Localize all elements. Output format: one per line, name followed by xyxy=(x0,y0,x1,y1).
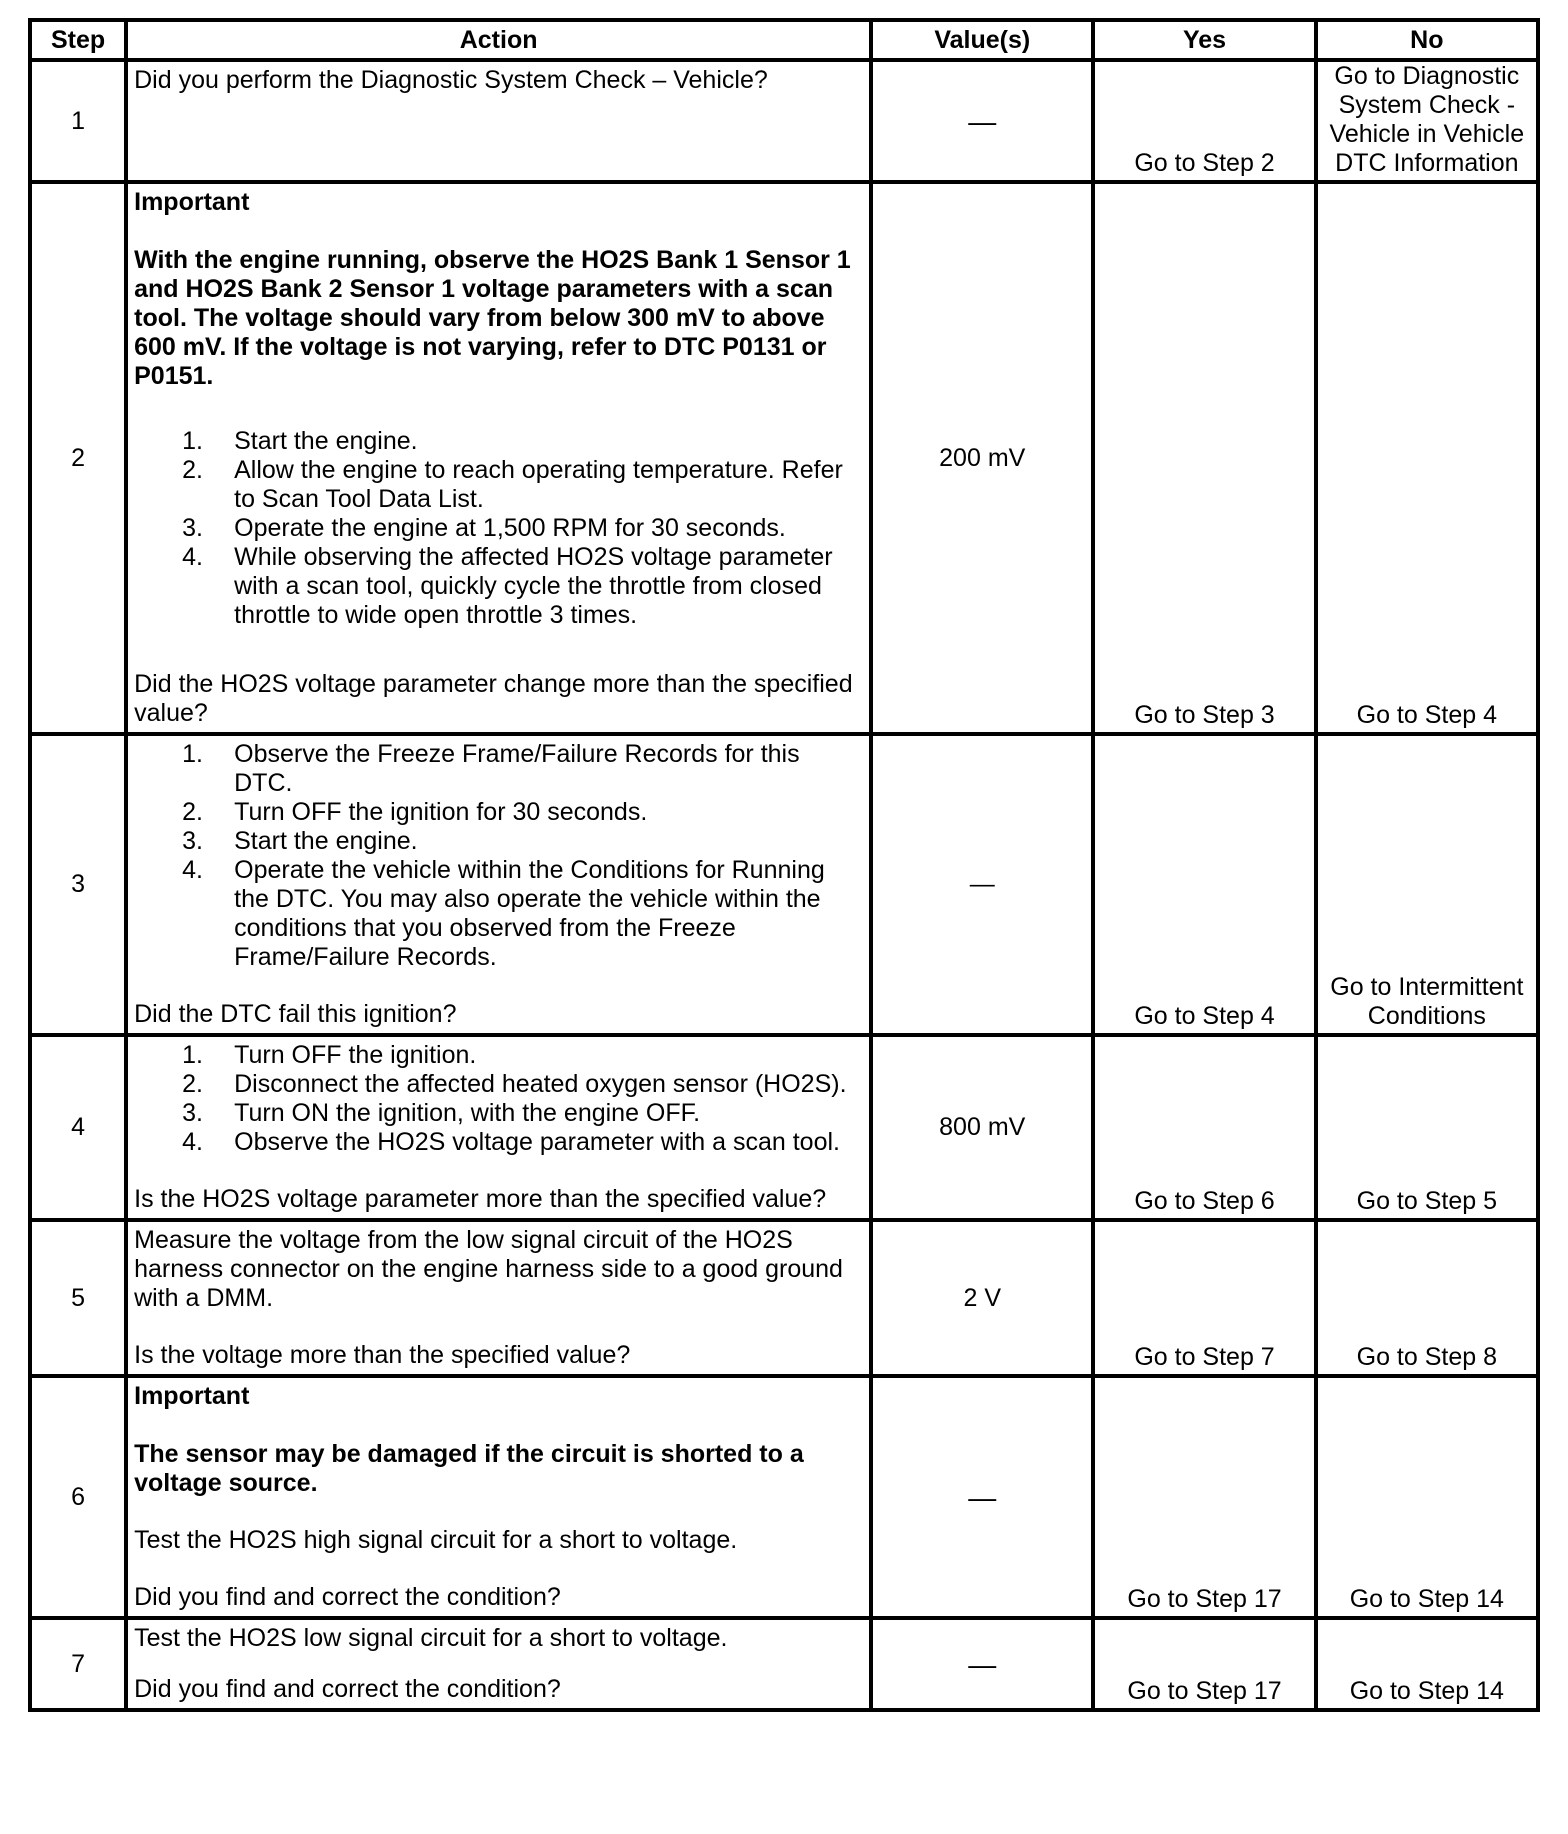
list-item: 4. Observe the HO2S voltage parameter with a scan tool. xyxy=(182,1128,840,1156)
table-row xyxy=(30,1035,1538,1220)
table-row xyxy=(30,1220,1538,1376)
step-number: 3 xyxy=(30,734,126,1035)
yes-cell: Go to Step 6 xyxy=(1093,1035,1315,1220)
yes-cell: Go to Step 17 xyxy=(1093,1376,1315,1618)
no-cell: Go to Intermittent Conditions xyxy=(1316,734,1538,1035)
step-number: 1 xyxy=(30,60,126,182)
important-text: The sensor may be damaged if the circuit is shorted to a voltage source. xyxy=(134,1440,804,1497)
step-number: 2 xyxy=(30,182,126,734)
value-cell: — xyxy=(871,734,1093,1035)
table-row xyxy=(30,182,1538,734)
list-item: 2. Allow the engine to reach operating temperature. Refer to Scan Tool Data List. xyxy=(182,456,843,513)
important-label: Important xyxy=(134,188,250,216)
list-item: 1. Turn OFF the ignition. xyxy=(182,1041,477,1069)
important-label: Important xyxy=(134,1382,250,1410)
action-cell xyxy=(126,734,871,1035)
no-cell: Go to Step 5 xyxy=(1316,1035,1538,1220)
action-cell xyxy=(126,1618,871,1710)
yes-cell: Go to Step 3 xyxy=(1093,182,1315,734)
important-text: With the engine running, observe the HO2S Bank 1 Sensor 1 and HO2S Bank 2 Sensor 1 voltage parameters with a scan tool. The voltage should vary from below 300 mV to above 600 mV. If the voltage is not varying, refer to DTC P0131 or P0151. xyxy=(134,246,851,390)
value-cell: 200 mV xyxy=(871,182,1093,734)
action-instruction: Test the HO2S low signal circuit for a short to voltage. xyxy=(134,1624,728,1652)
value-cell: 2 V xyxy=(871,1220,1093,1376)
value-cell: — xyxy=(871,60,1093,182)
header-action: Action xyxy=(126,20,871,60)
yes-cell: Go to Step 17 xyxy=(1093,1618,1315,1710)
list-item: 3. Operate the engine at 1,500 RPM for 30 seconds. xyxy=(182,514,786,542)
value-cell: — xyxy=(871,1618,1093,1710)
yes-cell: Go to Step 7 xyxy=(1093,1220,1315,1376)
action-cell xyxy=(126,1376,871,1618)
list-item: 2. Disconnect the affected heated oxygen sensor (HO2S). xyxy=(182,1070,847,1098)
step-number: 7 xyxy=(30,1618,126,1710)
header-values: Value(s) xyxy=(871,20,1093,60)
action-question: Did you find and correct the condition? xyxy=(134,1675,561,1703)
list-item: 1. Start the engine. xyxy=(182,427,418,455)
no-cell: Go to Diagnostic System Check - Vehicle in Vehicle DTC Information xyxy=(1316,60,1538,182)
list-item: 3. Start the engine. xyxy=(182,827,418,855)
action-question: Did the DTC fail this ignition? xyxy=(134,1000,457,1028)
table-row xyxy=(30,734,1538,1035)
value-cell: 800 mV xyxy=(871,1035,1093,1220)
no-cell: Go to Step 14 xyxy=(1316,1618,1538,1710)
action-cell xyxy=(126,182,871,734)
yes-cell: Go to Step 4 xyxy=(1093,734,1315,1035)
action-question: Did the HO2S voltage parameter change more than the specified value? xyxy=(134,670,853,727)
step-number: 6 xyxy=(30,1376,126,1618)
list-item: 4. Operate the vehicle within the Conditions for Running the DTC. You may also operate the vehicle within the conditions that you observed from the Freeze Frame/Failure Records. xyxy=(182,856,825,971)
table-header xyxy=(30,20,1538,60)
step-number: 5 xyxy=(30,1220,126,1376)
list-item: 3. Turn ON the ignition, with the engine OFF. xyxy=(182,1099,701,1127)
list-item: 4. While observing the affected HO2S voltage parameter with a scan tool, quickly cycle the throttle from closed throttle to wide open throttle 3 times. xyxy=(182,543,833,629)
action-instruction: Test the HO2S high signal circuit for a short to voltage. xyxy=(134,1526,738,1554)
table-row xyxy=(30,60,1538,182)
step-number: 4 xyxy=(30,1035,126,1220)
diagnostic-table xyxy=(28,18,1540,1712)
header-row xyxy=(30,20,1538,60)
no-cell: Go to Step 14 xyxy=(1316,1376,1538,1618)
header-step: Step xyxy=(30,20,126,60)
action-cell xyxy=(126,1220,871,1376)
procedure-list xyxy=(134,1041,861,1157)
action-cell xyxy=(126,60,871,182)
list-item: 2. Turn OFF the ignition for 30 seconds. xyxy=(182,798,648,826)
no-cell: Go to Step 4 xyxy=(1316,182,1538,734)
procedure-list xyxy=(134,427,861,630)
action-question: Did you find and correct the condition? xyxy=(134,1583,561,1611)
action-question: Did you perform the Diagnostic System Check – Vehicle? xyxy=(134,66,768,94)
table-row xyxy=(30,1618,1538,1710)
no-cell: Go to Step 8 xyxy=(1316,1220,1538,1376)
table-body xyxy=(30,60,1538,1710)
table-row xyxy=(30,1376,1538,1618)
value-cell: — xyxy=(871,1376,1093,1618)
action-question: Is the voltage more than the specified value? xyxy=(134,1341,631,1369)
list-item: 1. Observe the Freeze Frame/Failure Records for this DTC. xyxy=(182,740,800,797)
header-no: No xyxy=(1316,20,1538,60)
procedure-list xyxy=(134,740,861,972)
action-cell xyxy=(126,1035,871,1220)
yes-cell: Go to Step 2 xyxy=(1093,60,1315,182)
action-instruction: Measure the voltage from the low signal circuit of the HO2S harness connector on the engine harness side to a good ground with a DMM. xyxy=(134,1226,843,1312)
header-yes: Yes xyxy=(1093,20,1315,60)
action-question: Is the HO2S voltage parameter more than the specified value? xyxy=(134,1185,827,1213)
